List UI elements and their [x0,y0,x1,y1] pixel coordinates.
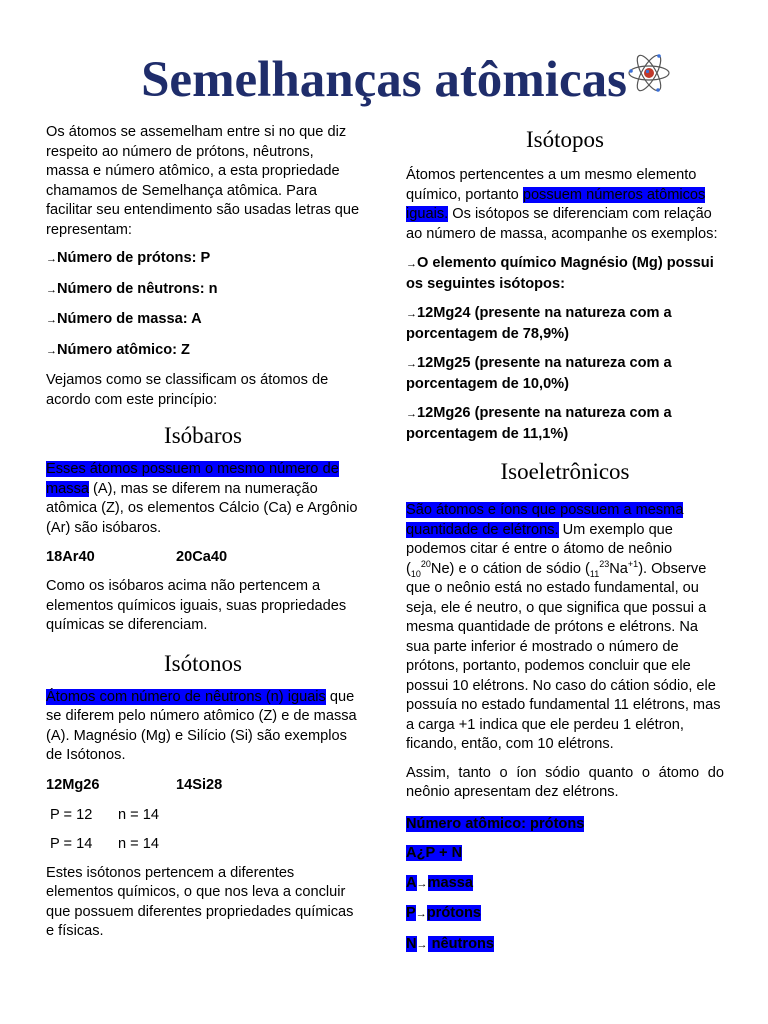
isotonos-highlight: Átomos com número de nêutrons (n) iguais [46,688,326,705]
isotopos-intro: →O elemento químico Magnésio (Mg) possui os seguintes isótopos: [406,255,714,292]
isotonos-examples: 12Mg26 14Si28 [46,776,223,793]
isotonos-heading: Isótonos [164,650,242,676]
isoeletronicos-heading: Isoeletrônicos [500,459,630,484]
assim-paragraph: Assim, tanto o íon sódio quanto o átomo do neônio apresentam dez elétrons. [406,764,724,800]
isobaros-examples: 18Ar40 20Ca40 [46,549,228,565]
isotonos-row-2: P = 14 n = 14 [50,835,159,852]
formula-line-3: A→massa [406,874,473,891]
atom-icon [626,50,672,96]
arrow-icon: → [416,938,428,951]
page-title: Semelhanças atômicas [141,52,627,108]
arrow-icon: → [406,258,417,270]
def-protons: →Número de prótons: P [46,250,211,266]
arrow-icon: → [46,344,57,357]
isobaros-after: Como os isóbaros acima não pertencem a elementos químicos iguais, suas propriedades químicas se diferenciam. [46,578,347,633]
arrow-icon: → [406,408,417,420]
isotonos-paragraph: Átomos com número de nêutrons (n) iguais que se diferem pelo número atômico (Z) e de massa (A). Magnésio (Mg) e Silício (Si) são exemplos de Isótonos. [46,688,357,763]
arrow-icon: → [406,308,417,320]
arrow-icon: → [46,283,57,296]
arrow-icon: → [46,314,57,326]
formula-line-5: N→ nêutrons [406,935,495,952]
isotopos-heading: Isótopos [526,127,604,152]
isobaros-heading: Isóbaros [164,423,242,448]
isotonos-row-1: P = 12 n = 14 [50,806,159,823]
arrow-icon: → [406,358,417,370]
left-column [46,123,360,942]
def-atomic-number: →Número atômico: Z [46,341,190,358]
isoeletronicos-highlight: São átomos e íons que possuem a mesma quantidade de elétrons. [406,502,684,538]
arrow-icon: → [415,908,427,920]
arrow-icon: → [416,877,428,890]
intro-paragraph: Os átomos se assemelham entre si no que diz respeito ao número de prótons, nêutrons, massa e número atômico, a esta propriedade chamamos de Semelhança atômica. Para facilitar seu entendimento são usadas letras que representam: [46,124,360,238]
isotope-item: →12Mg24 (presente na natureza com a porcentagem de 78,9%) [406,305,672,342]
formula-line-1: Número atômico: prótons [406,815,585,832]
isoeletronicos-paragraph: São átomos e íons que possuem a mesma quantidade de elétrons. Um exemplo que podemos citar é entre o átomo de neônio $(_{10}^{20}Ne)$ e o cátion de sódio $(_{11}^{23}Na^{+1})$. Observe que o neônio está no estado fundamental, ou seja, ele é neutro, o que significa que possui a mesma quantidade de prótons e elétrons. Na sua parte inferior é mostrado o número de prótons, portanto, podemos concluir que ele possui 10 elétrons. No caso do cátion sódio, ele possuía no estado fundamental 11 elétrons, mas a carga +1 indica que ele perdeu 1 elétron, ficando, então, com 10 elétrons. [406,502,721,752]
def-neutrons: →Número de nêutrons: n [46,280,218,297]
isobaros-highlight: Esses átomos possuem o mesmo número de massa [46,461,339,497]
isotopos-paragraph: Átomos pertencentes a um mesmo elemento químico, portanto possuem números atômicos iguais. Os isótopos se diferenciam com relação ao número de massa, acompanhe os exemplos: [406,167,718,242]
def-mass: →Número de massa: A [46,311,202,327]
formula-line-4: P→prótons [406,905,482,921]
formula-line-2: A¿P + N [406,845,463,861]
classify-paragraph: Vejamos como se classificam os átomos de acordo com este princípio: [46,372,329,408]
right-column [406,123,724,955]
isotopos-highlight: possuem números atômicos iguais. [406,186,706,222]
isobaros-paragraph: Esses átomos possuem o mesmo número de massa (A), mas se diferem na numeração atômica (Z), os elementos Cálcio (Ca) e Argônio (Ar) são isóbaros. [46,461,358,536]
isotonos-after: Estes isótonos pertencem a diferentes elementos químicos, o que nos leva a concluir que possuem diferentes propriedades químicas e físicas. [46,864,354,939]
isotope-item: →12Mg25 (presente na natureza com a porcentagem de 10,0%) [406,355,672,392]
isotope-item: →12Mg26 (presente na natureza com a porcentagem de 11,1%) [406,405,672,442]
arrow-icon: → [46,253,57,265]
